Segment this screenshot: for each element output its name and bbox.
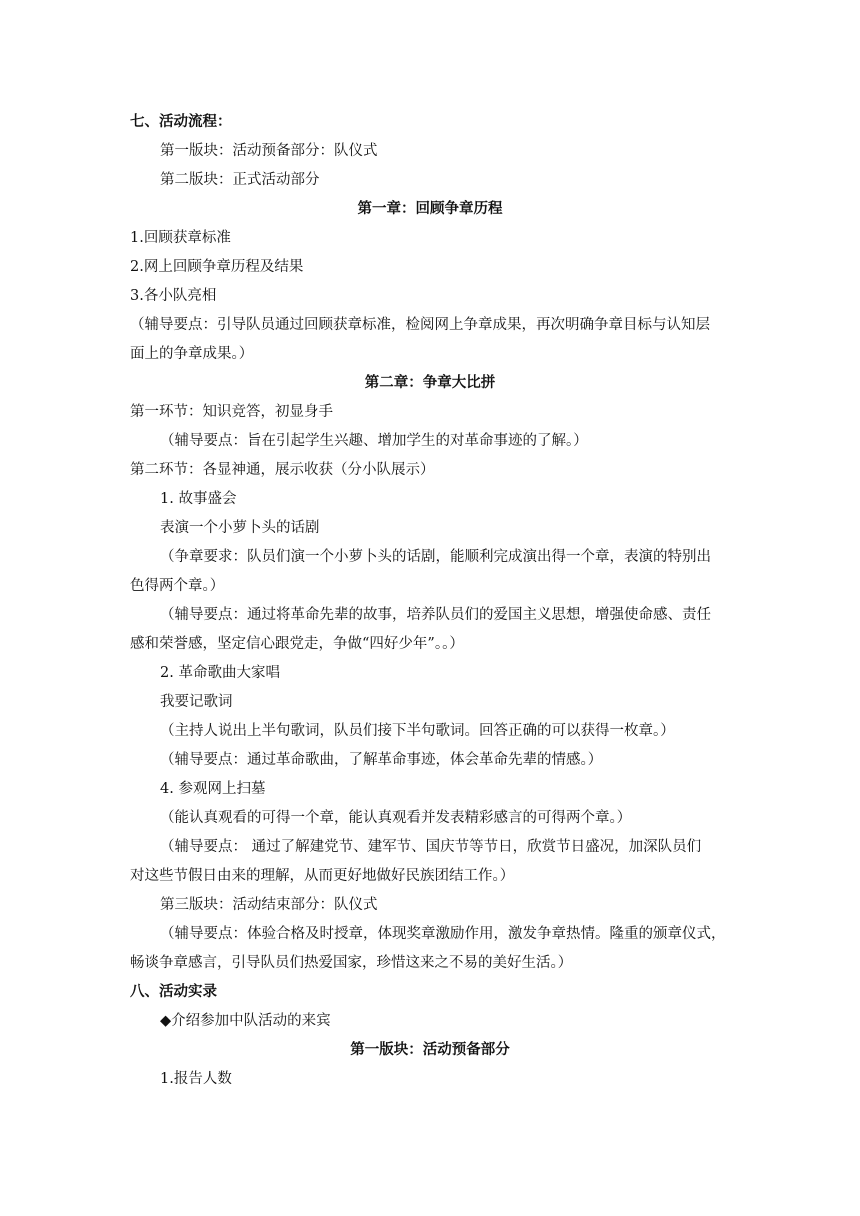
paragraph: （辅导要点：体验合格及时授章，体现奖章激励作用，激发争章热情。隆重的颁章仪式， xyxy=(160,926,726,942)
list-item: 1. 故事盛会 xyxy=(160,491,237,507)
chapter-heading: 第一版块：活动预备部分 xyxy=(350,1041,510,1058)
list-item: 2. 革命歌曲大家唱 xyxy=(160,665,280,681)
chapter-heading: 第一章：回顾争章历程 xyxy=(357,200,503,217)
paragraph: 对这些节假日由来的理解，从而更好地做好民族团结工作。） xyxy=(130,868,515,884)
section-heading: 七、活动流程： xyxy=(130,113,232,130)
paragraph: 第二版块：正式活动部分 xyxy=(160,172,320,188)
paragraph: 第三版块：活动结束部分：队仪式 xyxy=(160,897,378,913)
paragraph: 感和荣誉感，坚定信心跟党走，争做“四好少年”。。） xyxy=(130,636,464,652)
paragraph: 畅谈争章感言，引导队员们热爱国家，珍惜这来之不易的美好生活。） xyxy=(130,955,573,971)
list-item: 3.各小队亮相 xyxy=(130,288,217,304)
paragraph: （辅导要点： 通过了解建党节、建军节、国庆节等节日，欣赏节日盛况，加深队员们 xyxy=(160,839,702,855)
paragraph: （争章要求：队员们演一个小萝卜头的话剧，能顺利完成演出得一个章，表演的特别出 xyxy=(160,549,711,565)
paragraph: （能认真观看的可得一个章，能认真观看并发表精彩感言的可得两个章。） xyxy=(160,810,632,826)
paragraph: （辅导要点：旨在引起学生兴趣、增加学生的对革命事迹的了解。） xyxy=(160,433,588,449)
list-item: 1.报告人数 xyxy=(160,1071,232,1087)
paragraph: 表演一个小萝卜头的话剧 xyxy=(160,520,320,536)
paragraph: 第二环节：各显神通，展示收获（分小队展示） xyxy=(130,462,435,478)
list-item: 4. 参观网上扫墓 xyxy=(160,781,266,797)
paragraph: （辅导要点：通过将革命先辈的故事，培养队员们的爱国主义思想，增强使命感、责任 xyxy=(160,607,711,623)
paragraph: （辅导要点：通过革命歌曲，了解革命事迹，体会革命先辈的情感。） xyxy=(160,752,603,768)
paragraph: 第一环节：知识竞答，初显身手 xyxy=(130,404,333,420)
list-item: 2.网上回顾争章历程及结果 xyxy=(130,259,304,275)
bullet-item: ◆介绍参加中队活动的来宾 xyxy=(160,1013,331,1029)
paragraph: （主持人说出上半句歌词，队员们接下半句歌词。回答正确的可以获得一枚章。） xyxy=(160,723,675,739)
chapter-heading: 第二章：争章大比拼 xyxy=(364,374,496,391)
paragraph: （辅导要点：引导队员通过回顾获章标准，检阅网上争章成果，再次明确争章目标与认知层 xyxy=(130,317,710,333)
section-heading: 八、活动实录 xyxy=(130,983,217,1000)
paragraph: 面上的争章成果。） xyxy=(130,346,254,362)
paragraph: 我要记歌词 xyxy=(160,694,233,710)
paragraph: 色得两个章。） xyxy=(130,578,225,594)
paragraph: 第一版块：活动预备部分：队仪式 xyxy=(160,143,378,159)
list-item: 1.回顾获章标准 xyxy=(130,230,231,246)
